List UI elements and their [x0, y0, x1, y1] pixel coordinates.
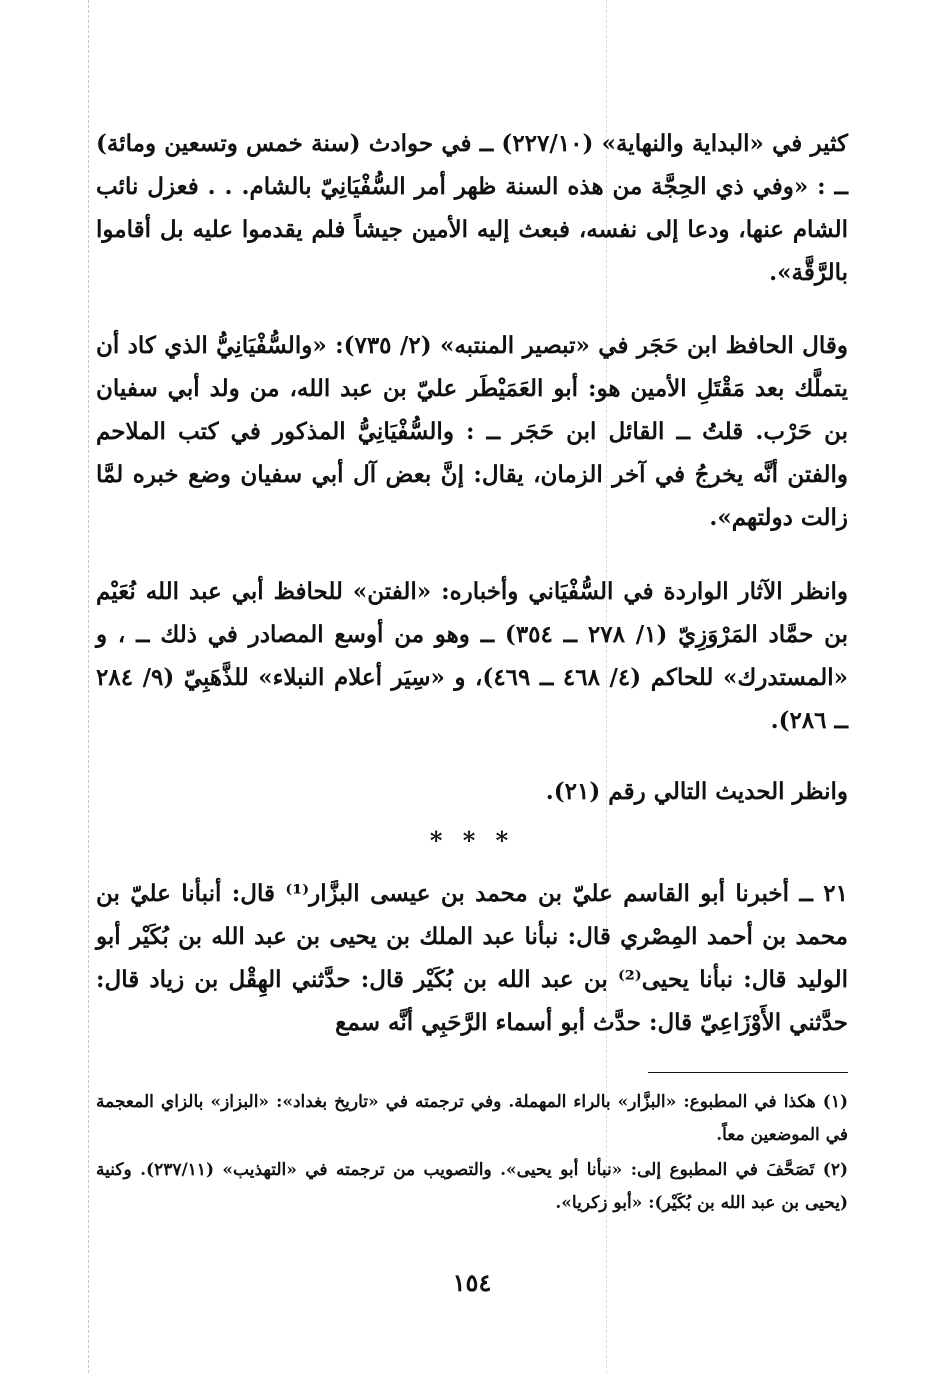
paragraph-bidaya-quote: كثير في «البداية والنهاية» (٢٢٧/١٠) ــ في حوادث (سنة خمس وتسعين ومائة) ــ : «وفي ذي الحِجَّة من هذه السنة ظهر أمر السُّفْيَانِيّ بالشام. . . فعزل نائب الشام عنها، ودعا إلى نفسه، فبعث إليه الأمين جيشاً فلم يقدموا عليه بل أقاموا بالرَّقَّة».	[96, 130, 849, 286]
section-separator: * * *	[429, 826, 515, 855]
footnote-divider	[648, 1072, 848, 1073]
page-number: ١٥٤	[452, 1268, 492, 1297]
footnote-2: (٢) تَصَحَّفَ في المطبوع إلى: «نبأنا أبو يحيى». والتصويب من ترجمته في «التهذيب» (٢٣٧/١١). وكنية (يحيى بن عبد الله بن بُكَيْر): «أبو زكريا».	[96, 1160, 848, 1213]
footnote-1: (١) هكذا في المطبوع: «البزَّار» بالراء المهملة. وفي ترجمته في «تاريخ بغداد»: «البزاز» بالزاي المعجمة في الموضعين معاً.	[96, 1092, 848, 1145]
paragraph-see-next-hadith: وانظر الحديث التالي رقم (٢١).	[545, 778, 848, 805]
scan-fold-line	[88, 0, 89, 1373]
paragraph-references: وانظر الآثار الواردة في السُّفْيَاني وأخباره: «الفتن» للحافظ أبي عبد الله نُعَيْم بن حمَّاد المَرْوَزِيّ (١/ ٢٧٨ ــ ٣٥٤) ــ وهو من أوسع المصادر في ذلك ــ ، و «المستدرك» للحاكم (٤/ ٤٦٨ ــ ٤٦٩)، و «سِيَر أعلام النبلاء» للذَّهَبِيّ (٩/ ٢٨٤ ــ ٢٨٦).	[96, 578, 848, 734]
paragraph-ibn-hajar-quote: وقال الحافظ ابن حَجَر في «تبصير المنتبه» (٢/ ٧٣٥): «والسُّفْيَانِيُّ الذي كاد أن يتملَّك بعد مَقْتَلِ الأمين هو: أبو العَمَيْطَر عليّ بن عبد الله، من ولد أبي سفيان بن حَرْب. قلتُ ــ القائل ابن حَجَر ــ : والسُّفْيَانِيُّ المذكور في كتب الملاحم والفتن أنَّه يخرجُ في آخر الزمان، يقال: إنَّ بعض آل أبي سفيان وضع خبره لمَّا زالت دولتهم».	[96, 332, 848, 531]
hadith-21-isnad: ٢١ ــ أخبرنا أبو القاسم عليّ بن محمد بن عيسى البزَّار⁽¹⁾ قال: أنبأنا عليّ بن محمد بن أحمد المِصْري قال: نبأنا عبد الملك بن يحيى بن عبد الله بن بُكَيْر أبو الوليد قال: نبأنا يحيى⁽²⁾ بن عبد الله بن بُكَيْر قال: حدَّثني الهِقْل بن زياد قال: حدَّثني الأَوْزَاعِيّ قال: حدَّث أبو أسماء الرَّحَبِي أنَّه سمع	[96, 880, 848, 1036]
footnotes	[96, 1086, 848, 1222]
